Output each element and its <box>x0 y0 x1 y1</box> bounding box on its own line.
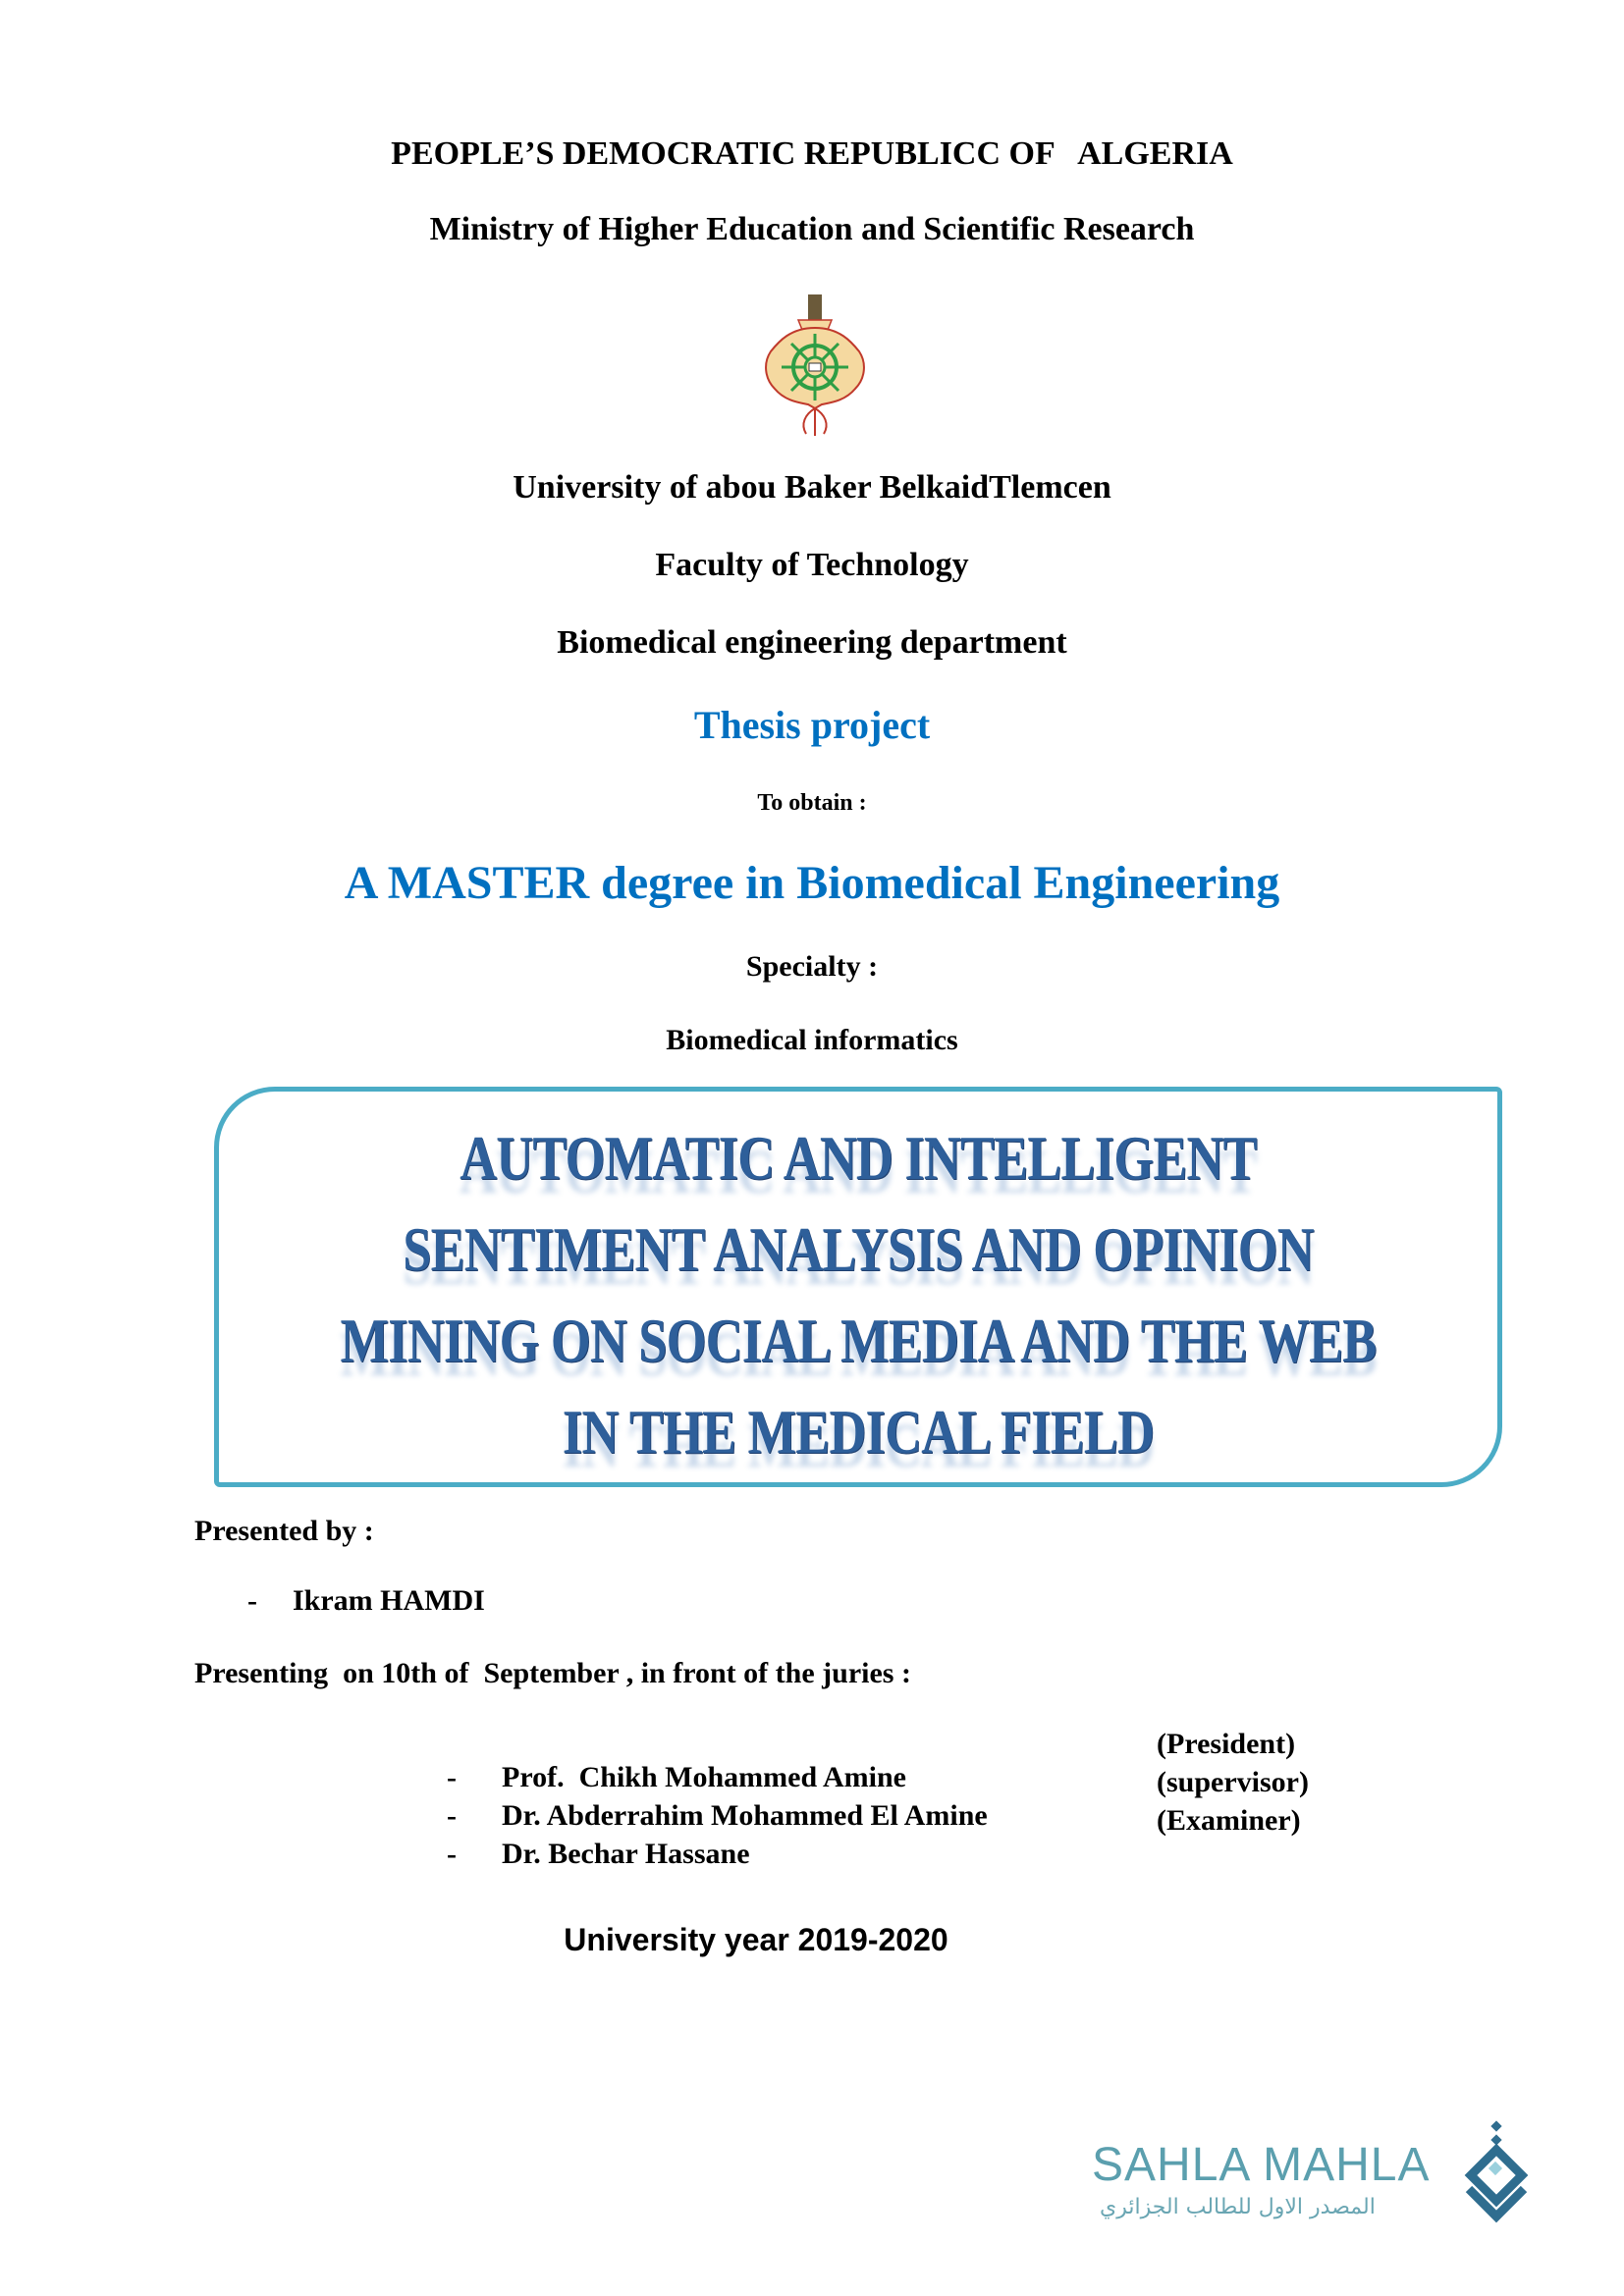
degree-title: A MASTER degree in Biomedical Engineering <box>344 857 1280 909</box>
thesis-title <box>214 1119 1502 1484</box>
defense-label: Presenting on 10th of September , in front of the juries : <box>194 1657 911 1689</box>
thesis-title-line: MINING ON SOCIAL MEDIA AND THE WEB <box>340 1306 1377 1375</box>
country-heading: PEOPLE’S DEMOCRATIC REPUBLICC OF ALGERIA <box>391 135 1233 172</box>
university-year: University year 2019-2020 <box>564 1922 948 1957</box>
sahla-mahla-watermark <box>1080 2120 1551 2228</box>
department-name: Biomedical engineering department <box>557 624 1067 661</box>
presenter-bullet: - <box>247 1584 257 1617</box>
specialty-label: Specialty : <box>745 950 879 983</box>
jury-name: Dr. Bechar Hassane <box>502 1838 750 1870</box>
thesis-type: Thesis project <box>693 703 931 747</box>
jury-bullet: - <box>447 1761 457 1793</box>
specialty-value: Biomedical informatics <box>666 1024 958 1056</box>
presented-by-label: Presented by : <box>194 1515 374 1547</box>
jury-name: Prof. Chikh Mohammed Amine <box>502 1761 906 1793</box>
sahla-mahla-logo-icon <box>1463 2120 1532 2228</box>
watermark-tagline: المصدر الاول للطالب الجزائري <box>1100 2195 1376 2219</box>
thesis-title-line: IN THE MEDICAL FIELD <box>562 1397 1155 1467</box>
thesis-title-line: SENTIMENT ANALYSIS AND OPINION <box>403 1214 1314 1284</box>
to-obtain-label: To obtain : <box>757 790 867 816</box>
presenter-name: Ikram HAMDI <box>293 1584 485 1617</box>
ministry-heading: Ministry of Higher Education and Scientific Research <box>429 211 1195 247</box>
jury-bullet: - <box>447 1838 457 1870</box>
university-name: University of abou Baker BelkaidTlemcen <box>513 469 1111 506</box>
watermark-name: SAHLA MAHLA <box>1092 2139 1431 2191</box>
jury-name: Dr. Abderrahim Mohammed El Amine <box>502 1799 988 1832</box>
thesis-title-line: AUTOMATIC AND INTELLIGENT <box>460 1123 1257 1193</box>
jury-role: (supervisor) <box>1157 1766 1309 1798</box>
jury-bullet: - <box>447 1799 457 1832</box>
faculty-name: Faculty of Technology <box>655 547 969 583</box>
jury-role: (President) <box>1157 1728 1296 1760</box>
university-tlemcen-crest-icon <box>761 293 869 440</box>
jury-role: (Examiner) <box>1157 1804 1301 1837</box>
